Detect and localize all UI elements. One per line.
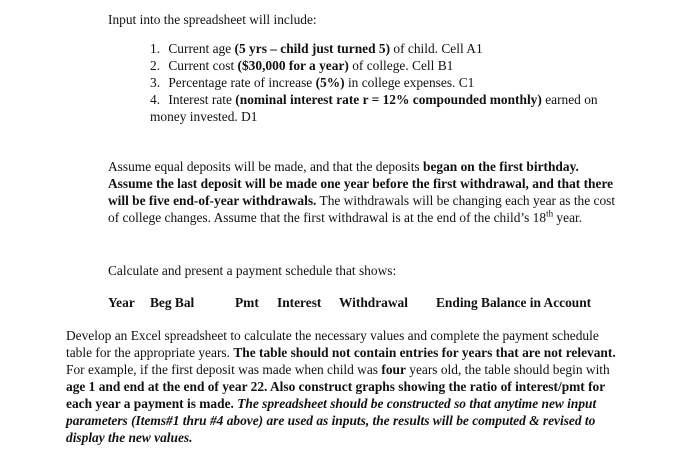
item-number: 4. — [150, 92, 161, 107]
intro-text: Input into the spreadsheet will include: — [108, 12, 317, 27]
input-item-4 — [150, 91, 640, 108]
calculate-instruction: Calculate and present a payment schedule that shows: — [108, 263, 397, 278]
develop-bold-1: The table should not contain entries for years that are not relevant. — [233, 345, 616, 360]
input-item-1 — [150, 40, 640, 57]
header-ending-balance: Ending Balance in Account — [436, 295, 592, 310]
ordinal-suffix: th — [546, 208, 554, 219]
item-text: earned on — [541, 92, 598, 107]
item-text: Percentage rate of increase — [168, 75, 316, 90]
item-bold: (5%) — [315, 75, 345, 90]
header-interest: Interest — [277, 295, 322, 310]
assumptions-paragraph — [108, 158, 618, 226]
item-number: 3. — [150, 75, 161, 90]
develop-bold-italic: The spreadsheet should be constructed so that anytime new input parameters (Items#1 thru #4 above) are used as inputs, the results will be computed & revised to display the new values. — [66, 396, 597, 445]
item-text: Interest rate — [168, 92, 236, 107]
develop-bold-3: age 1 and end at the end of year 22. Also construct graphs showing the ratio of interest/pmt for each year a payment is made. — [66, 379, 605, 411]
assume-bold: began on the first birthday. Assume the last deposit will be made one year before the first withdrawal, and that there will be five end-of-year withdrawals. — [108, 159, 614, 208]
item-text: of child. Cell A1 — [390, 41, 483, 56]
item-text: in college expenses. C1 — [344, 75, 475, 90]
develop-bold-2: four — [381, 362, 406, 377]
header-withdrawal: Withdrawal — [339, 295, 408, 310]
develop-text-3: years old, the table should begin with — [405, 362, 610, 377]
input-item-4-continued: money invested. D1 — [150, 109, 258, 124]
assume-text-2: The withdrawals will be changing each year as the cost of college changes. Assume that the first withdrawal is at the end of the child’s 18 — [108, 193, 616, 225]
item-bold: (5 yrs – child just turned 5) — [234, 41, 391, 56]
item-text: of college. Cell B1 — [348, 58, 454, 73]
develop-paragraph — [66, 327, 618, 446]
develop-text-2: For example, if the first deposit was made when child was — [66, 362, 382, 377]
assume-text-3: year. — [553, 210, 583, 225]
input-item-3 — [150, 74, 640, 91]
item-number: 1. — [150, 41, 161, 56]
input-list — [150, 40, 640, 125]
item-number: 2. — [150, 58, 161, 73]
item-bold: ($30,000 for a year) — [237, 58, 349, 73]
item-bold: (nominal interest rate r = 12% compounded monthly) — [235, 92, 542, 107]
item-text: Current age — [168, 41, 235, 56]
item-text: Current cost — [168, 58, 238, 73]
header-beg-bal: Beg Bal — [150, 295, 195, 310]
header-year: Year — [108, 295, 135, 310]
assume-text-1: Assume equal deposits will be made, and that the deposits — [108, 159, 423, 174]
input-item-2 — [150, 57, 640, 74]
develop-text-1: Develop an Excel spreadsheet to calculate the necessary values and complete the payment schedule table for the appropriate years. — [66, 328, 599, 360]
header-pmt: Pmt — [235, 295, 259, 310]
